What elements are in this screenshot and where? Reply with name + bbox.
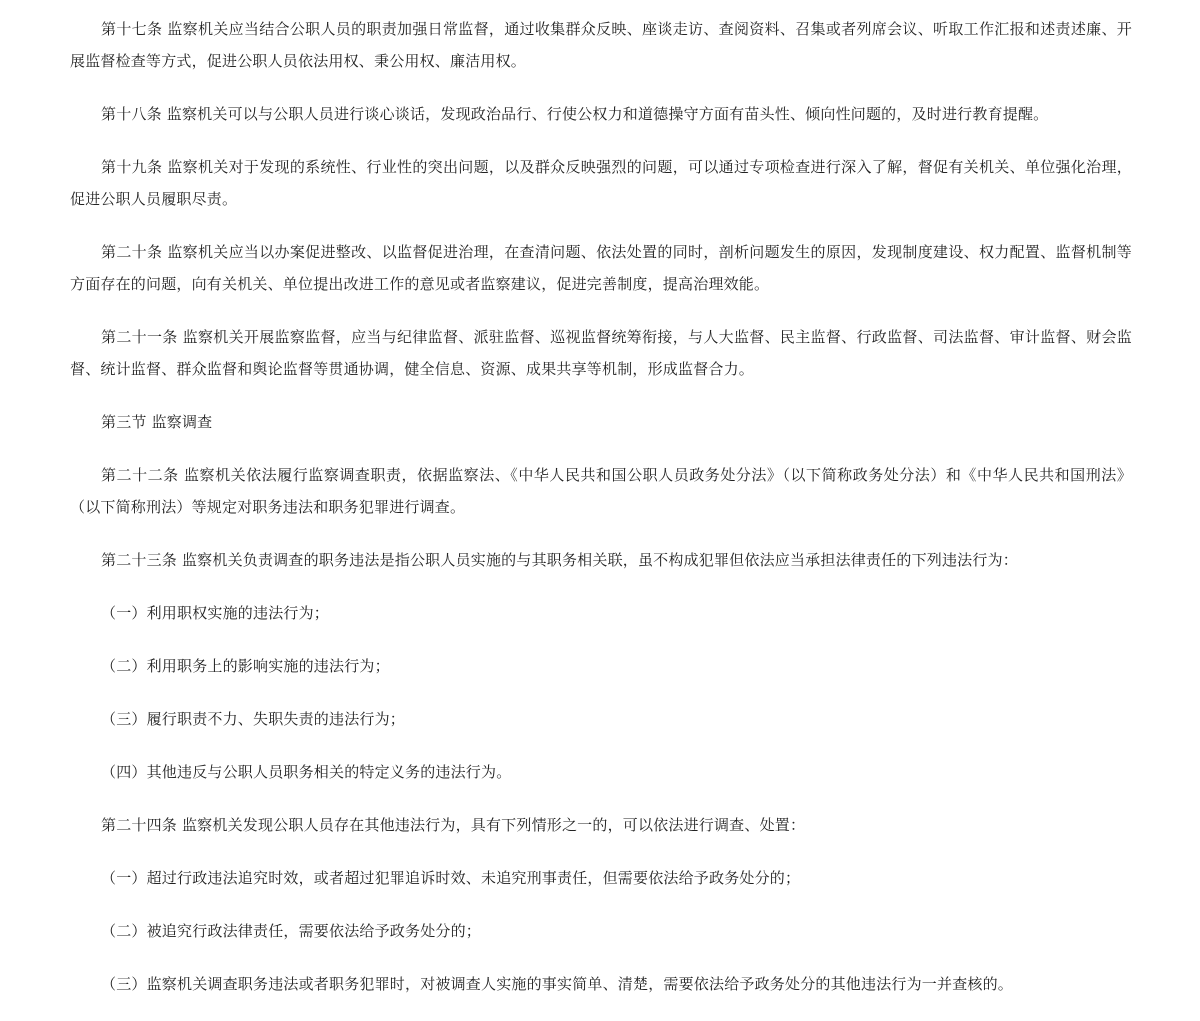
article-23-item-1: （一）利用职权实施的违法行为； — [101, 604, 330, 622]
article-21: 第二十一条 监察机关开展监察监督，应当与纪律监督、派驻监督、巡视监督统筹衔接，与人大监督、民主监督、行政监督、司法监督、审计监督、财会监督、统计监督、群众监督和舆论监督等贯通协调，健全信息、资源、成果共享等机制，形成监督合力。 — [70, 328, 1132, 378]
article-18: 第十八条 监察机关可以与公职人员进行谈心谈话，发现政治品行、行使公权力和道德操守方面有苗头性、倾向性问题的，及时进行教育提醒。 — [101, 105, 1049, 123]
article-20: 第二十条 监察机关应当以办案促进整改、以监督促进治理，在查清问题、依法处置的同时，剖析问题发生的原因，发现制度建设、权力配置、监督机制等方面存在的问题，向有关机关、单位提出改进工作的意见或者监察建议，促进完善制度，提高治理效能。 — [70, 243, 1132, 293]
article-24: 第二十四条 监察机关发现公职人员存在其他违法行为，具有下列情形之一的，可以依法进行调查、处置： — [101, 816, 806, 834]
article-17: 第十七条 监察机关应当结合公职人员的职责加强日常监督，通过收集群众反映、座谈走访、查阅资料、召集或者列席会议、听取工作汇报和述责述廉、开展监督检查等方式，促进公职人员依法用权、秉公用权、廉洁用权。 — [70, 20, 1132, 70]
article-23: 第二十三条 监察机关负责调查的职务违法是指公职人员实施的与其职务相关联，虽不构成犯罪但依法应当承担法律责任的下列违法行为： — [101, 551, 1018, 569]
article-23-item-2: （二）利用职务上的影响实施的违法行为； — [101, 657, 390, 675]
article-24-item-3: （三）监察机关调查职务违法或者职务犯罪时，对被调查人实施的事实简单、清楚，需要依法给予政务处分的其他违法行为一并查核的。 — [101, 975, 1014, 993]
article-24-item-1: （一）超过行政违法追究时效，或者超过犯罪追诉时效、未追究刑事责任，但需要依法给予政务处分的； — [101, 869, 801, 887]
article-24-item-2: （二）被追究行政法律责任，需要依法给予政务处分的； — [101, 922, 482, 940]
article-23-item-4: （四）其他违反与公职人员职务相关的特定义务的违法行为。 — [101, 763, 512, 781]
article-22: 第二十二条 监察机关依法履行监察调查职责，依据监察法、《中华人民共和国公职人员政务处分法》（以下简称政务处分法）和《中华人民共和国刑法》（以下简称刑法）等规定对职务违法和职务犯罪进行调查。 — [70, 466, 1132, 516]
article-23-item-3: （三）履行职责不力、失职失责的违法行为； — [101, 710, 406, 728]
article-body — [70, 13, 1132, 1021]
article-19: 第十九条 监察机关对于发现的系统性、行业性的突出问题，以及群众反映强烈的问题，可以通过专项检查进行深入了解，督促有关机关、单位强化治理，促进公职人员履职尽责。 — [70, 158, 1132, 208]
section-heading: 第三节 监察调查 — [101, 413, 213, 431]
